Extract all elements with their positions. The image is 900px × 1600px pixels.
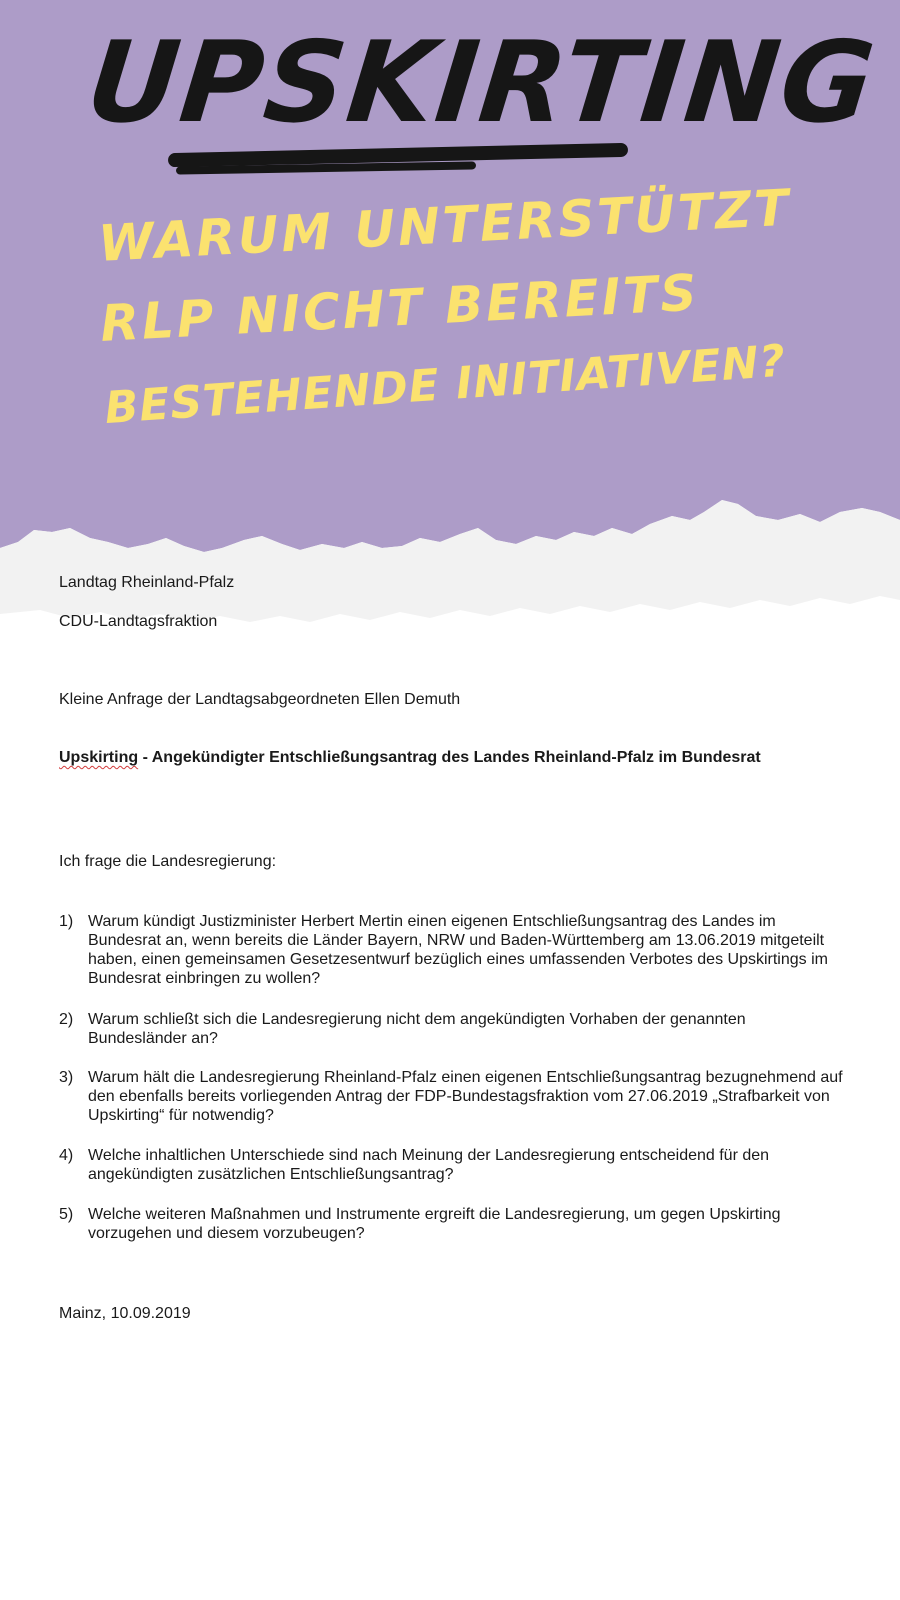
banner-subtitle-line-3: BESTEHENDE INITIATIVEN?: [103, 335, 788, 435]
institution-name: Landtag Rheinland-Pfalz: [59, 574, 235, 591]
banner-subtitle-line-2: RLP NICHT BEREITS: [98, 263, 701, 353]
question-number: 3): [59, 1069, 74, 1086]
heading-text: - Angekündigter Entschließungsantrag des Landes Rheinland-Pfalz im Bundesrat: [138, 749, 761, 766]
question-number: 5): [59, 1206, 74, 1223]
question-number: 4): [59, 1147, 74, 1164]
intro-text: Ich frage die Landesregierung:: [59, 853, 277, 870]
place-date: Mainz, 10.09.2019: [59, 1305, 191, 1322]
question-text: Warum hält die Landesregierung Rheinland-Pfalz einen eigenen Entschließungsantrag bezugnehmend auf den ebenfalls bereits vorliegenden Antrag der FDP-Bundestagsfraktion vom 27.06.2019 „Strafbarkeit von Upskirting“ für notwendig?: [88, 1069, 843, 1124]
heading-keyword: Upskirting: [59, 749, 139, 766]
question-text: Welche inhaltlichen Unterschiede sind nach Meinung der Landesregierung entscheidend für den angekündigten zusätzlichen Entschließungsantrag?: [88, 1147, 770, 1183]
question-number: 2): [59, 1011, 74, 1028]
banner-title: UPSKIRTING: [81, 18, 882, 148]
question-text: Warum kündigt Justizminister Herbert Mertin einen eigenen Entschließungsantrag des Landes im Bundesrat an, wenn bereits die Länder Bayern, NRW und Baden-Württemberg am 13.06.2019 mitgeteilt haben, einen gemeinsamen Gesetzesentwurf bezüglich eines umfassenden Verbotes des Upskirtings im Bundesrat einbringen zu wollen?: [88, 913, 828, 987]
question-text: Warum schließt sich die Landesregierung nicht dem angekündigten Vorhaben der genannten Bundesländer an?: [88, 1011, 746, 1047]
header-banner: [0, 0, 900, 600]
document-heading: [59, 748, 789, 767]
question-number: 1): [59, 913, 74, 930]
question-text: Welche weiteren Maßnahmen und Instrumente ergreift die Landesregierung, um gegen Upskirting vorzugehen und diesem vorzubeugen?: [88, 1206, 781, 1242]
fraction-name: CDU-Landtagsfraktion: [59, 613, 218, 630]
inquiry-type: Kleine Anfrage der Landtagsabgeordneten Ellen Demuth: [59, 691, 461, 708]
banner-subtitle-line-1: WARUM UNTERSTÜTZT: [96, 178, 793, 273]
